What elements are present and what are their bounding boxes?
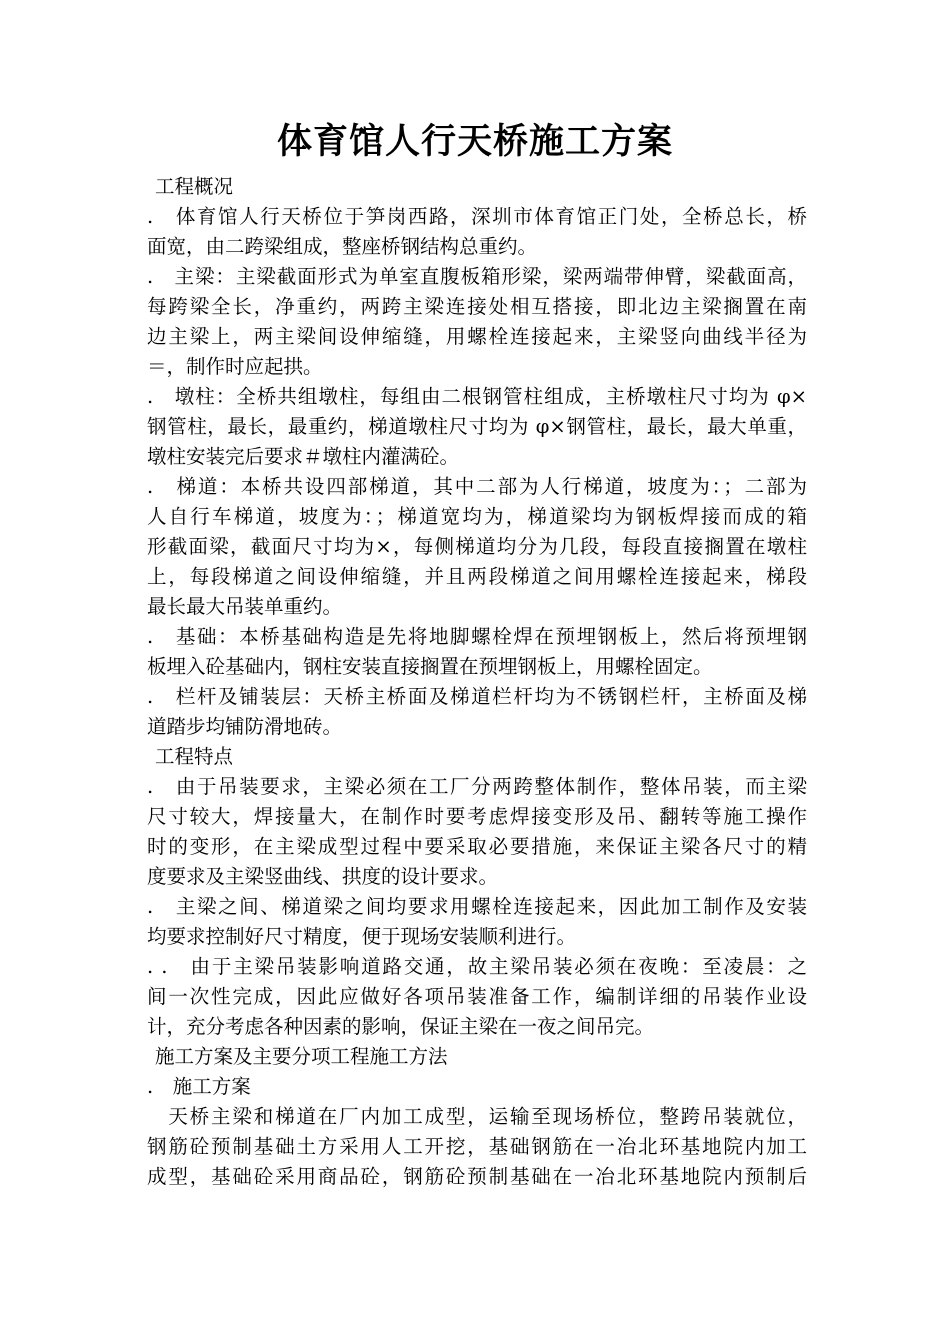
text-line: 天桥主梁和梯道在厂内加工成型，运输至现场桥位，整跨吊装就位， — [147, 1105, 807, 1128]
text-line: . 主梁之间、梯道梁之间均要求用螺栓连接起来，因此加工制作及安装 — [147, 895, 807, 918]
text-line: 形截面梁，截面尺寸均为×，每侧梯道均分为几段，每段直接搁置在墩柱 — [147, 535, 807, 558]
document-title: 体育馆人行天桥施工方案 — [276, 121, 673, 162]
text-line: . 由于吊装要求，主梁必须在工厂分两跨整体制作，整体吊装，而主梁 — [147, 775, 807, 798]
text-line: 最长最大吊装单重约。 — [147, 595, 343, 618]
section-heading: 工程概况 — [155, 175, 234, 198]
section-heading: 施工方案及主要分项工程施工方法 — [155, 1045, 448, 1068]
section-heading: 工程特点 — [155, 745, 234, 768]
document-body — [147, 172, 807, 1192]
text-line: . 基础：本桥基础构造是先将地脚螺栓焊在预埋钢板上，然后将预埋钢 — [147, 625, 807, 648]
text-line: 尺寸较大，焊接量大，在制作时要考虑焊接变形及吊、翻转等施工操作 — [147, 805, 807, 828]
text-line: 计，充分考虑各种因素的影响，保证主梁在一夜之间吊完。 — [147, 1015, 655, 1038]
text-line: . 栏杆及铺装层：天桥主桥面及梯道栏杆均为不锈钢栏杆，主桥面及梯 — [147, 685, 807, 708]
text-line: 间一次性完成，因此应做好各项吊装准备工作，编制详细的吊装作业设 — [147, 985, 807, 1008]
text-line: 面宽，由二跨梁组成，整座桥钢结构总重约。 — [147, 235, 538, 258]
text-line: 钢管柱，最长，最重约，梯道墩柱尺寸均为 φ×钢管柱，最长，最大单重， — [147, 415, 807, 438]
text-line: 度要求及主梁竖曲线、拱度的设计要求。 — [147, 865, 499, 888]
text-line: 人自行车梯道，坡度为：；梯道宽均为，梯道梁均为钢板焊接而成的箱 — [147, 505, 807, 528]
text-line: 时的变形，在主梁成型过程中要采取必要措施，来保证主梁各尺寸的精 — [147, 835, 807, 858]
text-line: . 体育馆人行天桥位于笋岗西路，深圳市体育馆正门处，全桥总长，桥 — [147, 205, 807, 228]
text-line: . 梯道：本桥共设四部梯道，其中二部为人行梯道，坡度为：；二部为 — [147, 475, 807, 498]
text-line: . 主梁：主梁截面形式为单室直腹板箱形梁，梁两端带伸臂，梁截面高， — [147, 265, 807, 288]
text-line: 均要求控制好尺寸精度，便于现场安装顺利进行。 — [147, 925, 577, 948]
text-line: 墩柱安装完后要求＃墩柱内灌满砼。 — [147, 445, 460, 468]
text-line: . 施工方案 — [147, 1075, 251, 1098]
text-line: 板埋入砼基础内，钢柱安装直接搁置在预埋钢板上，用螺栓固定。 — [147, 655, 713, 678]
text-line: . . 由于主梁吊装影响道路交通，故主梁吊装必须在夜晚：至凌晨：之 — [147, 955, 807, 978]
text-line: 每跨梁全长，净重约，两跨主梁连接处相互搭接，即北边主梁搁置在南 — [147, 295, 807, 318]
text-line: . 墩柱：全桥共组墩柱，每组由二根钢管柱组成，主桥墩柱尺寸均为 φ× — [147, 385, 807, 408]
text-line: 上，每段梯道之间设伸缩缝，并且两段梯道之间用螺栓连接起来，梯段 — [147, 565, 807, 588]
text-line: 边主梁上，两主梁间设伸缩缝，用螺栓连接起来，主梁竖向曲线半径为 — [147, 325, 807, 348]
text-line: 道踏步均铺防滑地砖。 — [147, 715, 343, 738]
text-line: ＝，制作时应起拱。 — [147, 355, 323, 378]
text-line: 成型，基础砼采用商品砼，钢筋砼预制基础在一冶北环基地院内预制后 — [147, 1165, 807, 1188]
text-line: 钢筋砼预制基础土方采用人工开挖，基础钢筋在一冶北环基地院内加工 — [147, 1135, 807, 1158]
